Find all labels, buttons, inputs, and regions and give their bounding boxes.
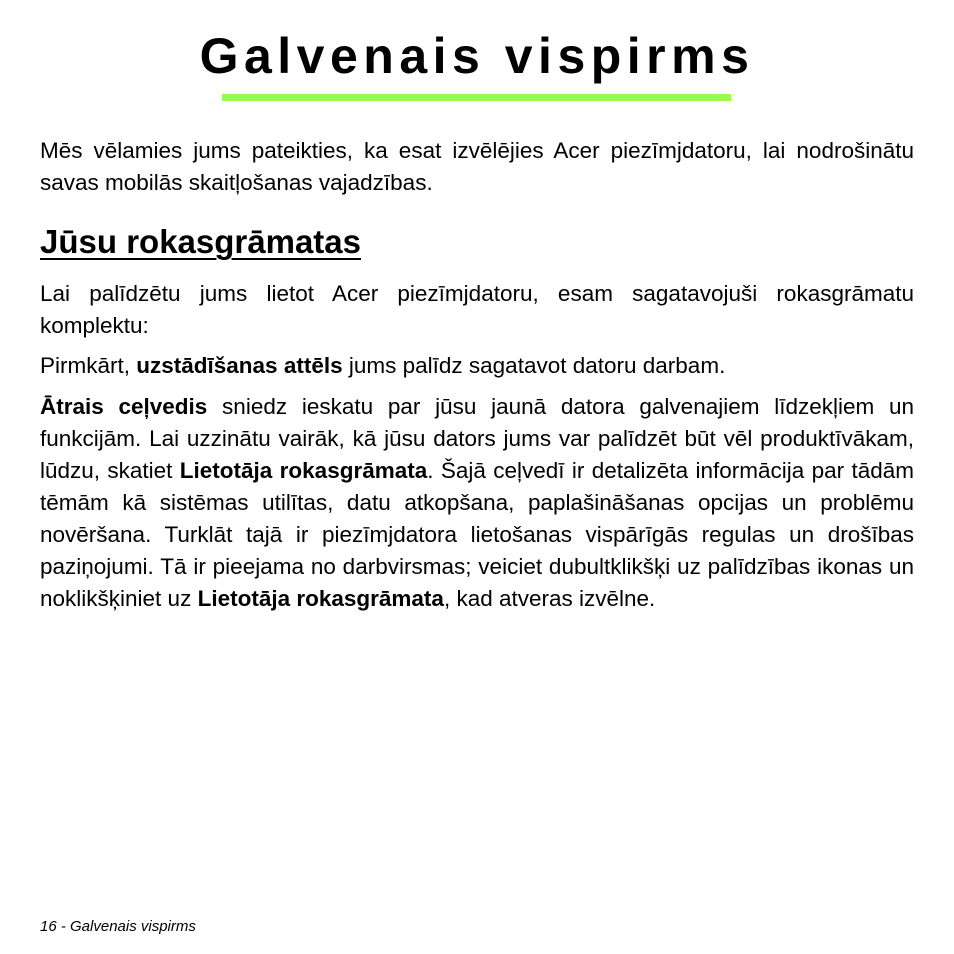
section-heading: Jūsu rokasgrāmatas	[40, 223, 361, 260]
quick-guide-term: Ātrais ceļvedis	[40, 394, 208, 419]
quick-guide-text-2: . Šajā ceļvedī ir detalizēta informācija par tādām tēmām kā sistēmas utilītas, datu atkopšana, paplašināšanas opcijas un problēmu novēršana. Turklāt tajā ir piezīmjdatora lietošanas vispārīgās regulas un drošības paziņojumi. Tā ir pieejama no darbvirsmas; veiciet dubultklikšķi uz palīdzības ikonas un noklikšķiniet uz	[40, 458, 915, 611]
user-manual-term-2: Lietotāja rokasgrāmata	[197, 586, 444, 611]
page-title: Galvenais vispirms	[199, 28, 755, 84]
setup-poster-text-post: jums palīdz sagatavot datoru darbam.	[342, 353, 726, 378]
setup-poster-term: uzstādīšanas attēls	[136, 353, 343, 378]
setup-poster-paragraph	[40, 350, 914, 382]
quick-guide-paragraph	[40, 391, 914, 615]
quick-guide-text-3: , kad atveras izvēlne.	[443, 586, 656, 611]
page-footer: 16 - Galvenais vispirms	[40, 918, 196, 935]
intro-paragraph: Mēs vēlamies jums pateikties, ka esat izvēlējies Acer piezīmjdatoru, lai nodrošinātu savas mobilās skaitļošanas vajadzības.	[40, 138, 914, 195]
title-underline-rule	[222, 94, 731, 101]
quick-guide-text-1: sniedz ieskatu par jūsu jaunā datora galvenajiem līdzekļiem un funkcijām. Lai uzzinātu vairāk, kā jūsu dators jums var palīdzēt būt vēl produktīvākam, lūdzu, skatiet	[40, 394, 914, 483]
manuals-intro-paragraph: Lai palīdzētu jums lietot Acer piezīmjdatoru, esam sagatavojuši rokasgrāmatu komplektu:	[40, 281, 914, 338]
user-manual-term-1: Lietotāja rokasgrāmata	[179, 458, 428, 483]
setup-poster-text-pre: Pirmkārt,	[40, 353, 137, 378]
